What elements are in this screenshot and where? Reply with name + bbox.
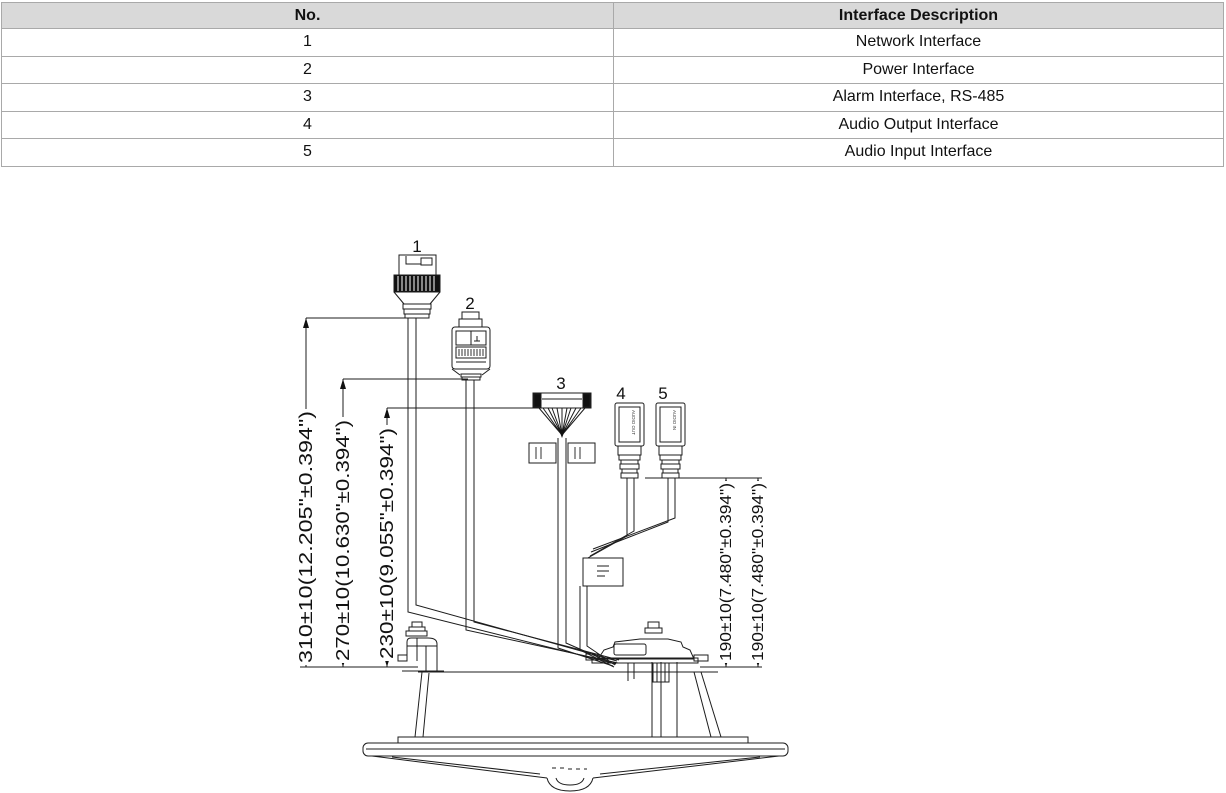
dimension-lines — [300, 318, 762, 667]
cable-audio-in — [591, 478, 675, 552]
cell-desc: Audio Output Interface — [614, 111, 1224, 139]
audio-bundle-tag — [583, 558, 623, 586]
svg-text:AUDIO IN: AUDIO IN — [672, 410, 677, 431]
alarm-connector — [529, 393, 595, 463]
audio-out-connector — [615, 403, 644, 478]
cell-no: 3 — [2, 84, 614, 112]
callout-4: 4 — [616, 384, 626, 403]
dimension-230 — [377, 425, 397, 661]
cable-power — [466, 380, 619, 663]
dimension-190-a — [717, 481, 735, 663]
cell-desc: Power Interface — [614, 56, 1224, 84]
callout-2: 2 — [465, 294, 475, 313]
cable-tag — [529, 443, 556, 463]
dimension-310 — [296, 409, 316, 665]
dimension-label: 310±10(12.205"±0.394") — [296, 468, 316, 663]
cell-desc: Alarm Interface, RS-485 — [614, 84, 1224, 112]
rj45-boot-band — [394, 275, 440, 292]
col-header-description: Interface Description — [614, 3, 1224, 29]
cable-network — [408, 318, 617, 664]
audio-out-label — [631, 410, 636, 435]
right-mount-bracket — [586, 622, 708, 682]
cell-desc: Audio Input Interface — [614, 139, 1224, 167]
network-connector — [394, 255, 440, 318]
cable-audio-out — [586, 478, 634, 559]
cable-tag — [568, 443, 595, 463]
power-connector — [452, 312, 490, 380]
dimension-arrows — [303, 318, 761, 667]
callout-5: 5 — [658, 384, 668, 403]
cell-no: 2 — [2, 56, 614, 84]
callout-1: 1 — [412, 237, 422, 256]
dimension-label: 230±10(9.055"±0.394") — [377, 474, 397, 659]
cell-desc: Network Interface — [614, 29, 1224, 57]
camera-body — [363, 662, 788, 791]
left-mount-bracket — [398, 622, 444, 671]
cable-alarm — [558, 438, 614, 666]
cell-no: 4 — [2, 111, 614, 139]
callout-3: 3 — [556, 374, 566, 393]
cell-no: 1 — [2, 29, 614, 57]
dimension-label: 190±10(7.480"±0.394") — [718, 496, 735, 661]
audio-in-connector — [656, 403, 685, 478]
dimension-190-b — [749, 481, 767, 663]
audio-in-label — [672, 410, 677, 430]
col-header-no: No. — [2, 3, 614, 29]
dimension-270 — [333, 417, 353, 663]
dimension-label: 270±10(10.630"±0.394") — [333, 466, 353, 661]
dimension-label: 190±10(7.480"±0.394") — [750, 496, 767, 661]
cell-no: 5 — [2, 139, 614, 167]
svg-text:AUDIO OUT: AUDIO OUT — [631, 410, 636, 436]
